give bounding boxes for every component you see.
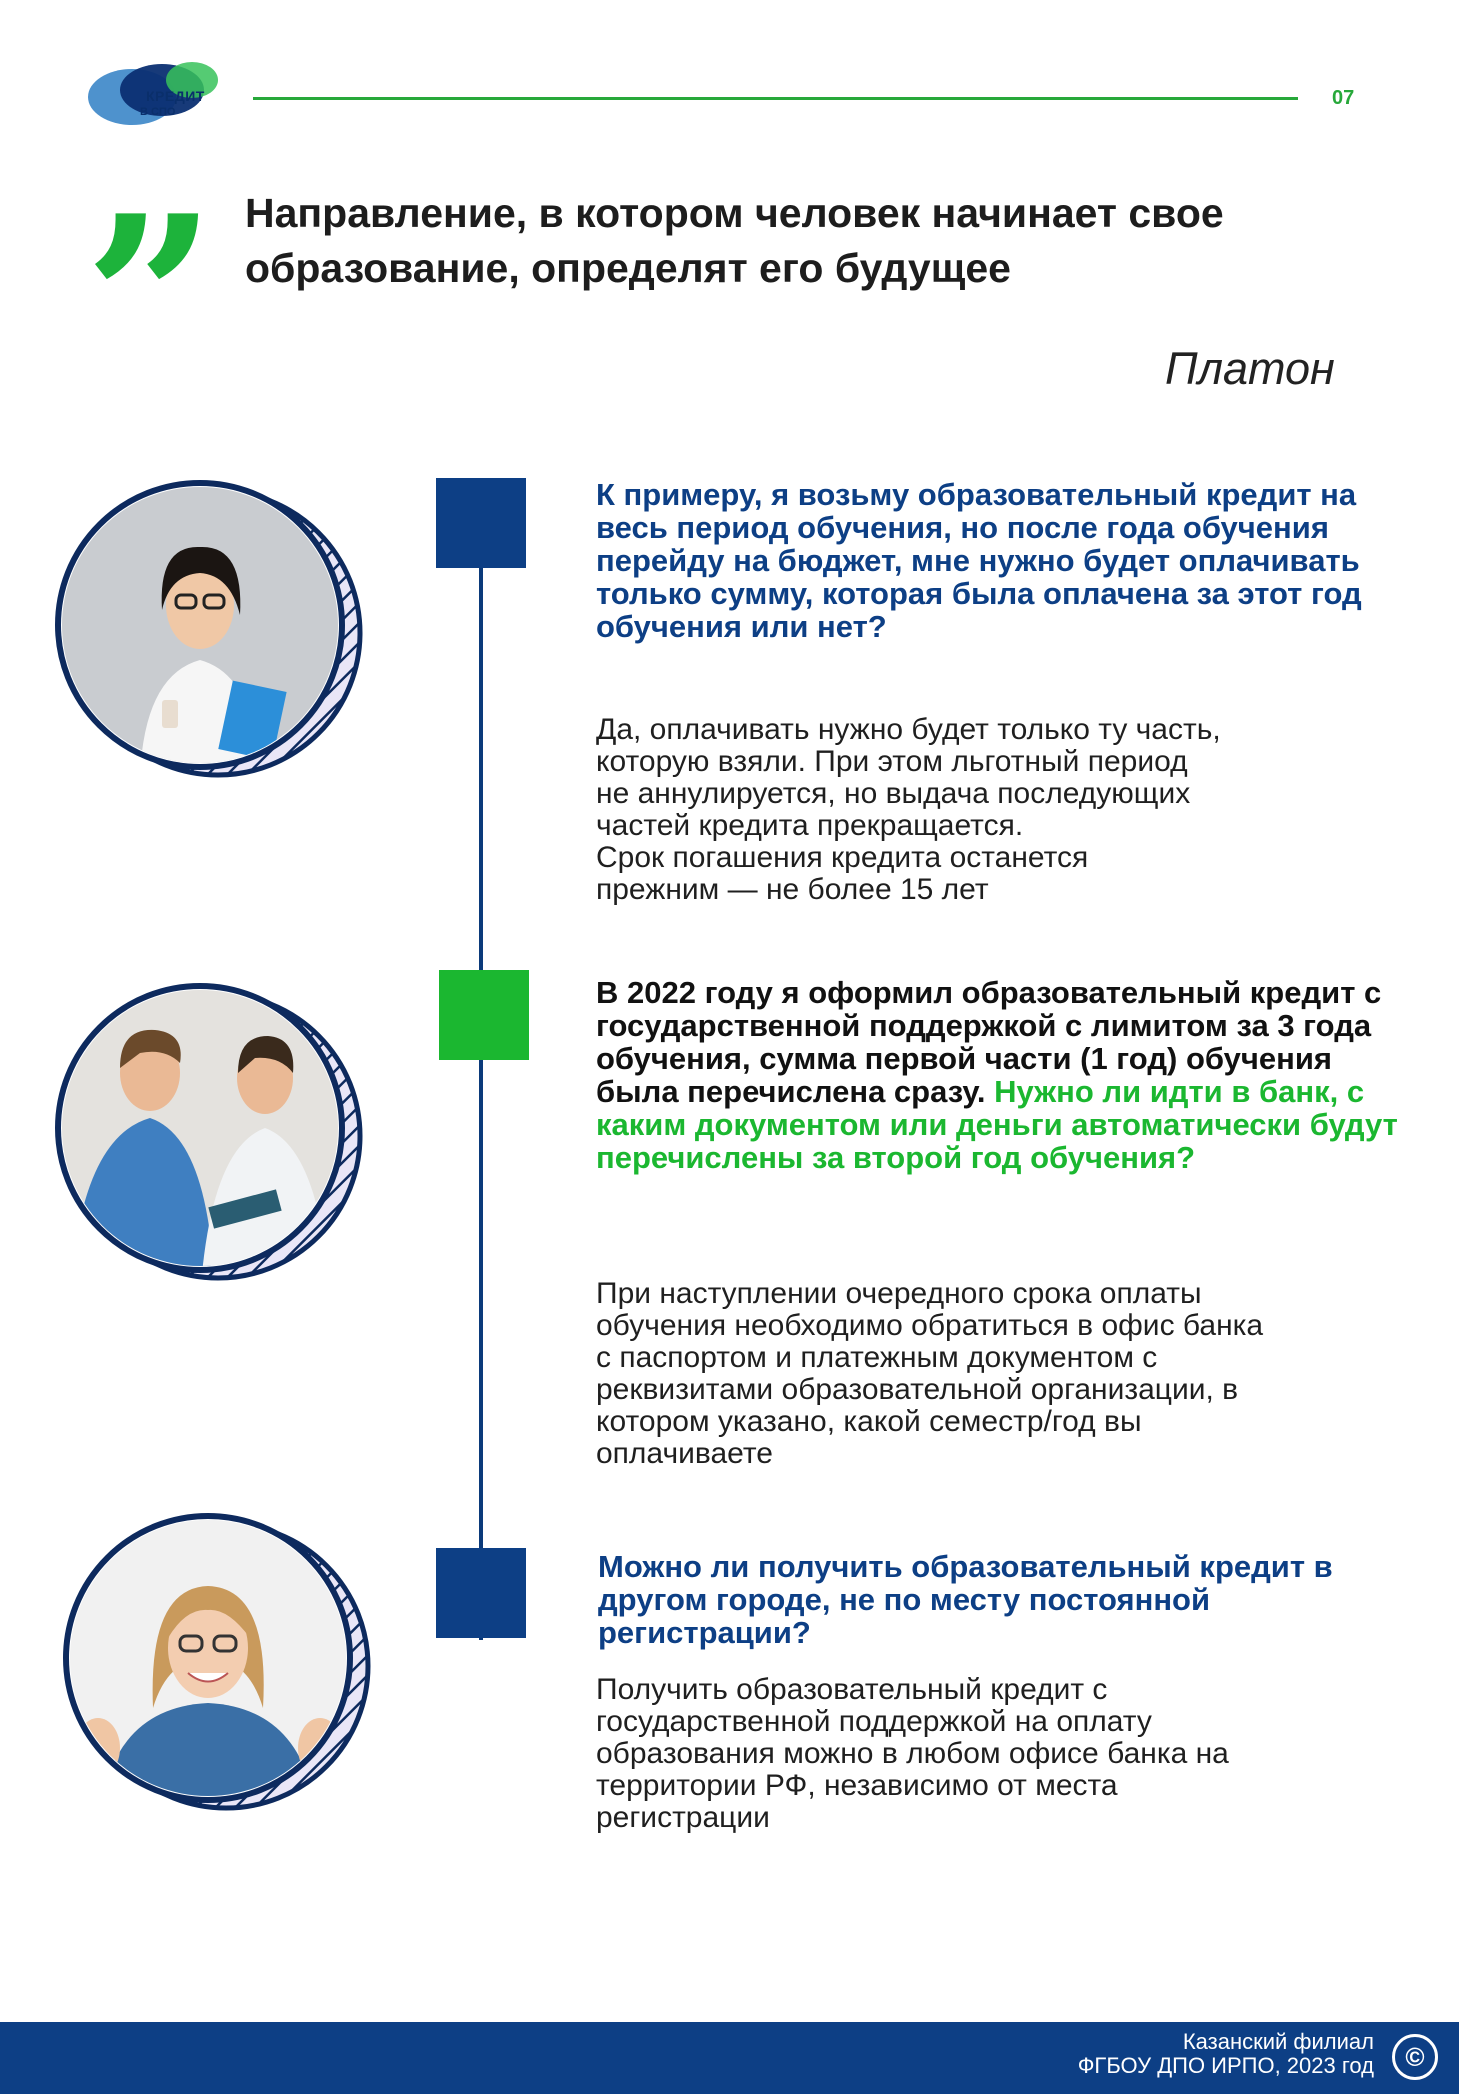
copyright-icon: © [1392, 2034, 1438, 2080]
question-2-context: В 2022 году я оформил образовательный кредит с государственной поддержкой с лимитом за 3 года обучения, сумма первой части (1 год) обучения была перечислена сразу. [596, 975, 1382, 1109]
question-3: Можно ли получить образовательный кредит в другом городе, не по месту постоянной регистрации? [598, 1549, 1333, 1650]
footer-line-2: ФГБОУ ДПО ИРПО, 2023 год [1077, 2053, 1374, 2078]
quote-mark-icon: ” [84, 166, 217, 436]
question-1: К примеру, я возьму образовательный кредит на весь период обучения, но после года обучения перейду на бюджет, мне нужно будет оплачивать только сумму, которая была оплачена за этот год обучения или нет? [596, 477, 1362, 644]
timeline-marker [439, 970, 529, 1060]
student-photo [50, 475, 370, 795]
students-photo [50, 978, 370, 1298]
timeline-marker [436, 1548, 526, 1638]
logo-text: КРЕДИТ [146, 88, 205, 104]
quote-author: Платон [1165, 343, 1335, 394]
answer-3: Получить образовательный кредит с государственной поддержкой на оплату образования можно в любом офисе банка на территории РФ, независимо от места регистрации [596, 1673, 1229, 1834]
woman-photo [58, 1508, 378, 1828]
footer-line-1: Казанский филиал [1182, 2029, 1374, 2054]
page-number: 07 [1332, 87, 1355, 109]
timeline-marker [436, 478, 526, 568]
quote-text: Направление, в котором человек начинает свое образование, определят его будущее [245, 190, 1224, 291]
question-2-ask: Нужно ли идти в банк, с каким документом или деньги автоматически будут перечислены за второй год обучения? [596, 1074, 1398, 1175]
header-divider [253, 97, 1298, 100]
question-2 [596, 976, 1406, 1174]
timeline-line [479, 520, 483, 1640]
footer-text [1078, 2030, 1374, 2078]
logo-subtext: В СПО [140, 106, 176, 118]
answer-2: При наступлении очередного срока оплаты обучения необходимо обратиться в офис банка с паспортом и платежным документом с реквизитами образовательной организации, в котором указано, какой семестр/год вы оплачиваете [596, 1277, 1264, 1470]
answer-1: Да, оплачивать нужно будет только ту часть, которую взяли. При этом льготный период не аннулируется, но выдача последующих частей кредита прекращается. Срок погашения кредита останется прежним — не более 15 лет [596, 713, 1221, 906]
